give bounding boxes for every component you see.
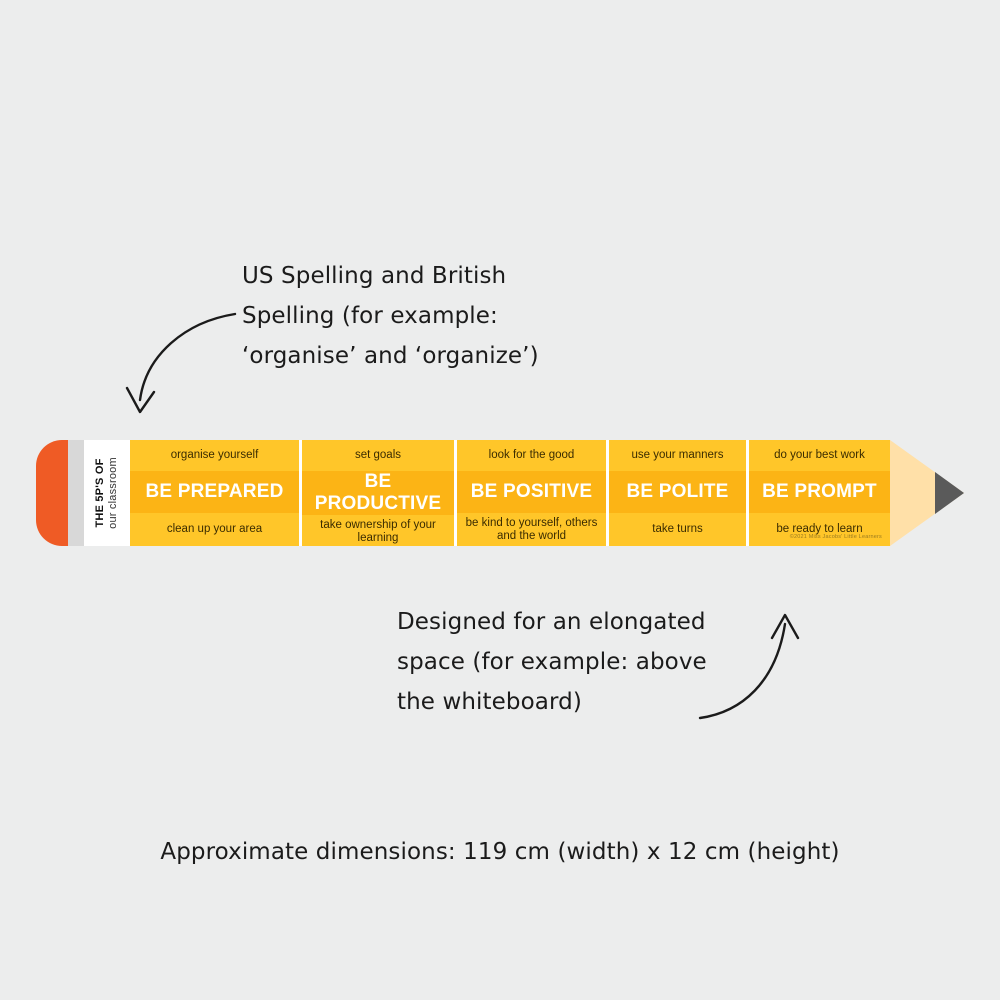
poster-title-line2: our classroom <box>107 457 119 529</box>
poster-title-line1: THE 5P'S OF <box>94 458 106 528</box>
panel-heading: BE PRODUCTIVE <box>302 471 454 515</box>
panel-bottom-text: be kind to yourself, others and the world <box>465 516 598 542</box>
poster-panels <box>130 440 890 546</box>
panel-be-prepared <box>130 440 302 546</box>
panel-top-text: organise yourself <box>170 449 259 461</box>
pencil-ferrule <box>68 440 84 546</box>
panel-heading: BE POSITIVE <box>457 471 606 513</box>
panel-top-text: look for the good <box>488 449 575 461</box>
poster-title-block <box>84 440 130 546</box>
panel-heading: BE PREPARED <box>130 471 299 513</box>
panel-be-prompt <box>749 440 890 546</box>
dimensions-caption: Approximate dimensions: 119 cm (width) x 12 cm (height) <box>160 839 840 865</box>
panel-bottom-text: clean up your area <box>166 523 263 535</box>
panel-bottom-text: take ownership of your learning <box>320 518 436 544</box>
panel-top-text: set goals <box>354 449 402 461</box>
panel-be-polite <box>609 440 749 546</box>
panel-be-productive <box>302 440 457 546</box>
panel-be-positive <box>457 440 609 546</box>
arrow-top-icon <box>110 300 250 430</box>
panel-heading: BE POLITE <box>609 471 746 513</box>
panel-heading: BE PROMPT <box>749 471 890 513</box>
pencil-tip-icon <box>890 440 964 546</box>
pencil-poster <box>36 440 964 546</box>
panel-top-text: use your manners <box>631 449 724 461</box>
panel-bottom-text: take turns <box>652 523 703 535</box>
panel-bottom-text: be ready to learn <box>776 523 863 535</box>
annotation-spelling: US Spelling and British Spelling (for example: ‘organise’ and ‘organize’) <box>242 263 539 369</box>
panel-top-text: do your best work <box>774 449 865 461</box>
annotation-space: Designed for an elongated space (for example: above the whiteboard) <box>397 609 707 715</box>
poster-credit: ©2021 Miss Jacobs' Little Learners <box>789 534 882 540</box>
